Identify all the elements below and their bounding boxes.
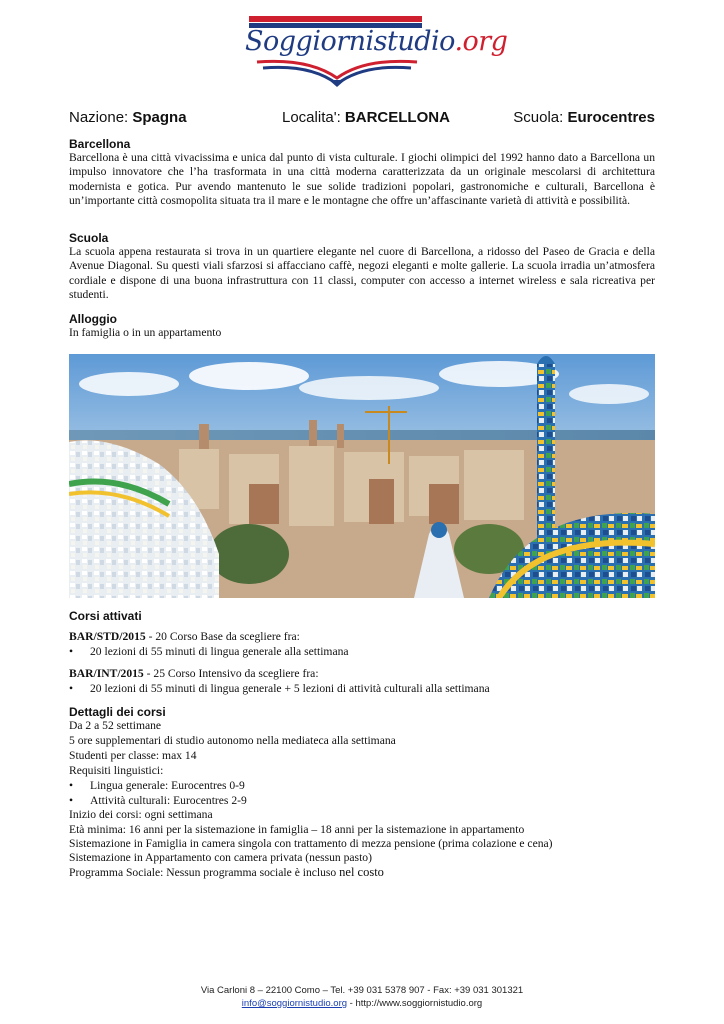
barcellona-paragraph: Barcellona è una città vivacissima e unica dal punto di vista culturale. I giochi olimpici del 1992 hanno dato a Barcellona un impulso innovatore che l’ha trasformata in una città moderna caratterizzata da un originale mescolarsi di architettura modernista e gotica. Pur avendo mantenuto le sue solide tradizioni popolari, gastronomiche e culturali, Barcellona è un’importante città cosmopolita situata tra il mare e le montagne che offre un’affascinante varietà di attività e possibilità. (69, 151, 655, 208)
open-book-icon (249, 56, 425, 88)
footer-contacts: info@soggiornistudio.org - http://www.soggiornistudio.org (241, 998, 483, 1009)
nazione-field: Nazione: Spagna (69, 109, 187, 126)
course-bar-std: BAR/STD/2015 - 20 Corso Base da scegliere fra: (69, 630, 300, 643)
detail-start: Inizio dei corsi: ogni settimana (69, 808, 213, 821)
section-title-barcellona: Barcellona (69, 137, 131, 151)
section-title-scuola: Scuola (69, 231, 109, 245)
detail-family-stay: Sistemazione in Famiglia in camera singola con trattamento di mezza pensione (prima colazione e cena) (69, 837, 553, 850)
localita-field: Localita': BARCELLONA (282, 109, 450, 126)
alloggio-text: In famiglia o in un appartamento (69, 326, 222, 339)
bullet-icon: • (69, 682, 74, 695)
bullet-icon: • (69, 779, 74, 792)
section-title-corsi: Corsi attivati (69, 609, 142, 623)
section-title-dettagli: Dettagli dei corsi (69, 705, 166, 719)
header-row (69, 109, 655, 129)
detail-requirements: Requisiti linguistici: (69, 764, 164, 777)
logo-wordmark: Soggiornistudio.org (245, 26, 508, 57)
detail-self-study: 5 ore supplementari di studio autonomo nella mediateca alla settimana (69, 734, 396, 747)
scuola-field: Scuola: Eurocentres (513, 109, 655, 126)
soggiornistudio-logo (245, 12, 508, 92)
detail-duration: Da 2 a 52 settimane (69, 719, 162, 732)
detail-class-size: Studenti per classe: max 14 (69, 749, 197, 762)
bullet-icon: • (69, 645, 74, 658)
course-bar-int: BAR/INT/2015 - 25 Corso Intensivo da scegliere fra: (69, 667, 319, 680)
bullet-icon: • (69, 794, 74, 807)
detail-social-program: Programma Sociale: Nessun programma sociale è incluso nel costo (69, 865, 384, 879)
barcelona-park-guell-photo (69, 354, 655, 598)
scuola-paragraph: La scuola appena restaurata si trova in un quartiere elegante nel cuore di Barcellona, a ridosso del Paseo de Gracia e della Avenue Diagonal. Su questi viali sfarzosi si affacciano caffè, negozi eleganti e molte gallerie. La scuola irradia un’atmosfera cordiale e dispone di una buona infrastruttura con 11 classi, computer con accesso a internet wireless e sala ricreativa per studenti. (69, 245, 655, 302)
detail-min-age: Età minima: 16 anni per la sistemazione in famiglia – 18 anni per la sistemazione in appartamento (69, 823, 525, 836)
footer-address: Via Carloni 8 – 22100 Como – Tel. +39 031 5378 907 - Fax: +39 031 301321 (200, 985, 524, 996)
section-title-alloggio: Alloggio (69, 312, 117, 326)
detail-apartment-stay: Sistemazione in Appartamento con camera privata (nessun pasto) (69, 851, 372, 864)
footer-email-link[interactable]: info@soggiornistudio.org (241, 998, 348, 1009)
footer-website: http://www.soggiornistudio.org (355, 998, 483, 1009)
logo-red-stripe (249, 16, 422, 22)
